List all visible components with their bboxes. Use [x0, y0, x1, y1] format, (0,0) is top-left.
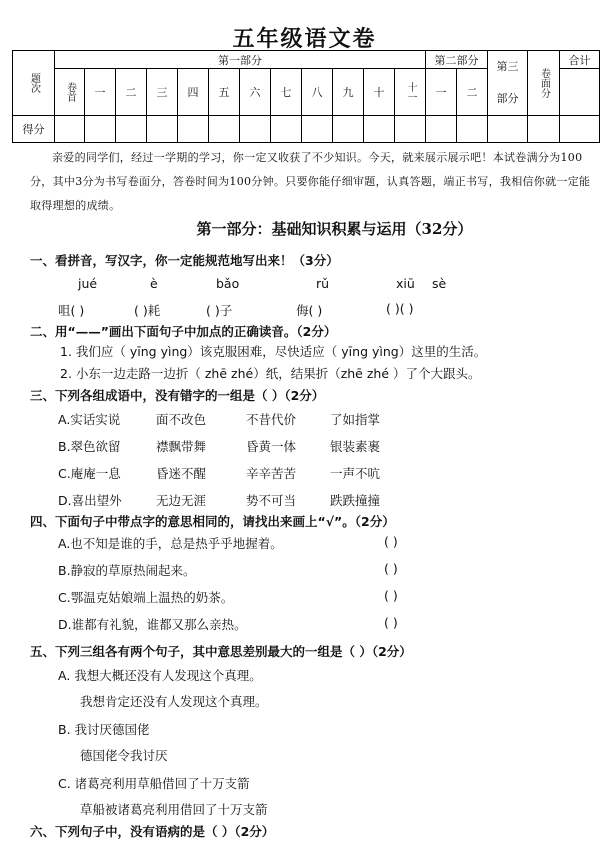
- q3-option-c[interactable]: C.庵庵一息 昏迷不醒 辛辛苦苦 一声不吭: [58, 466, 381, 481]
- total-cell: [560, 69, 600, 116]
- q4-answer-a[interactable]: ( ): [384, 534, 398, 549]
- pinyin-5: xiū: [396, 276, 415, 291]
- score-cell[interactable]: [528, 116, 560, 143]
- col-7: 七: [271, 69, 302, 116]
- pinyin-4: rǔ: [316, 276, 330, 291]
- q4-answer-d[interactable]: ( ): [384, 615, 398, 630]
- q5-group-a-1: A. 我想大概还没有人发现这个真理。: [58, 668, 262, 683]
- intro-text: 亲爱的同学们，经过一学期的学习，你一定又收获了不少知识。今天，就来展示展示吧！本试卷满分为100分，其中3分为书写卷面分，答卷时间为100分钟。只要你能仔细审题，认真答题，端正书写，我相信你就一定能取得理想的成绩。: [30, 151, 591, 212]
- q4-item-c: C.鄂温克姑娘端上温热的奶茶。: [58, 590, 234, 605]
- part3-header: 第三部分: [488, 51, 528, 116]
- q1-item-1[interactable]: 咀( ): [58, 303, 85, 318]
- score-cell[interactable]: [364, 116, 395, 143]
- exam-title: 五年级语文卷: [232, 26, 377, 52]
- score-cell[interactable]: [240, 116, 271, 143]
- q5-group-a-2: 我想肯定还没有人发现这个真理。: [80, 694, 268, 709]
- col-6: 六: [240, 69, 271, 116]
- part2-col-2: 二: [457, 69, 488, 116]
- col-11: 十一: [395, 69, 426, 116]
- q4-item-a: A.也不知是谁的手，总是热乎乎地握着。: [58, 536, 283, 551]
- part1-header: 第一部分: [55, 51, 426, 69]
- score-cell[interactable]: [209, 116, 240, 143]
- face-subcell: 卷首: [55, 69, 85, 116]
- score-table: [12, 50, 600, 143]
- topic-header: 题次: [13, 51, 55, 116]
- q4-item-b: B.静寂的草原热闹起来。: [58, 563, 196, 578]
- score-cell[interactable]: [457, 116, 488, 143]
- part2-header: 第二部分: [426, 51, 488, 69]
- q1-item-2[interactable]: ( )耗: [134, 303, 161, 318]
- col-10: 十: [364, 69, 395, 116]
- part1-title: 第一部分：基础知识积累与运用（32分）: [196, 220, 473, 238]
- q4-heading: 四、下面句子中带点字的意思相同的，请找出来画上“√”。（2分）: [30, 514, 395, 529]
- q2-heading: 二、用“——”画出下面句子中加点的正确读音。（2分）: [30, 324, 337, 339]
- q5-group-b-1: B. 我讨厌德国佬: [58, 722, 150, 737]
- q5-group-b-2: 德国佬令我讨厌: [80, 748, 168, 763]
- q5-group-c-1: C. 诸葛亮利用草船借回了十万支箭: [58, 776, 250, 791]
- q3-option-a[interactable]: A.实话实说 面不改色 不昔代价 了如指掌: [58, 412, 381, 427]
- score-cell[interactable]: [560, 116, 600, 143]
- q5-group-c-2: 草船被诸葛亮利用借回了十万支箭: [80, 802, 268, 817]
- col-1: 一: [85, 69, 116, 116]
- pinyin-6: sè: [432, 276, 447, 291]
- q2-sentence-2: 2. 小东一边走路一边折（ zhē zhé）纸，结果折（zhē zhé ）了个大跟头。: [60, 366, 481, 381]
- score-cell[interactable]: [116, 116, 147, 143]
- col-4: 四: [178, 69, 209, 116]
- score-cell[interactable]: [85, 116, 116, 143]
- face-header: 卷面分: [528, 51, 560, 116]
- pinyin-1: jué: [78, 276, 98, 291]
- q4-item-d: D.谁都有礼貌，谁都又那么亲热。: [58, 617, 247, 632]
- score-cell[interactable]: [333, 116, 364, 143]
- q3-option-d[interactable]: D.喜出望外 无边无涯 势不可当 跌跌撞撞: [58, 493, 381, 508]
- q5-heading: 五、下列三组各有两个句子，其中意思差别最大的一组是（ ）（2分）: [30, 644, 412, 659]
- q3-heading: 三、下列各组成语中，没有错字的一组是（ ）（2分）: [30, 388, 325, 403]
- score-cell[interactable]: [302, 116, 333, 143]
- pinyin-2: è: [150, 276, 158, 291]
- score-cell[interactable]: [426, 116, 457, 143]
- score-cell[interactable]: [55, 116, 85, 143]
- col-3: 三: [147, 69, 178, 116]
- q1-item-4[interactable]: 侮( ): [296, 303, 323, 318]
- col-2: 二: [116, 69, 147, 116]
- q4-answer-c[interactable]: ( ): [384, 588, 398, 603]
- col-8: 八: [302, 69, 333, 116]
- q3-option-b[interactable]: B.翠色欲留 襟飘带舞 昏黄一体 银装素裹: [58, 439, 381, 454]
- q6-heading: 六、下列句子中，没有语病的是（ ）（2分）: [30, 824, 275, 839]
- col-9: 九: [333, 69, 364, 116]
- q1-item-3[interactable]: ( )子: [206, 303, 233, 318]
- q4-answer-b[interactable]: ( ): [384, 561, 398, 576]
- total-header: 合计: [560, 51, 600, 69]
- score-cell[interactable]: [395, 116, 426, 143]
- q2-sentence-1: 1. 我们应（ yīng yìng）该克服困难，尽快适应（ yīng yìng）这里的生活。: [60, 344, 487, 359]
- q1-heading: 一、看拼音，写汉字，你一定能规范地写出来！（3分）: [30, 253, 339, 268]
- q1-item-5[interactable]: ( )( ): [386, 301, 414, 316]
- col-5: 五: [209, 69, 240, 116]
- pinyin-3: bǎo: [216, 276, 240, 291]
- score-cell[interactable]: [178, 116, 209, 143]
- score-cell[interactable]: [147, 116, 178, 143]
- score-label: 得分: [13, 116, 55, 143]
- score-cell[interactable]: [271, 116, 302, 143]
- score-cell[interactable]: [488, 116, 528, 143]
- part2-col-1: 一: [426, 69, 457, 116]
